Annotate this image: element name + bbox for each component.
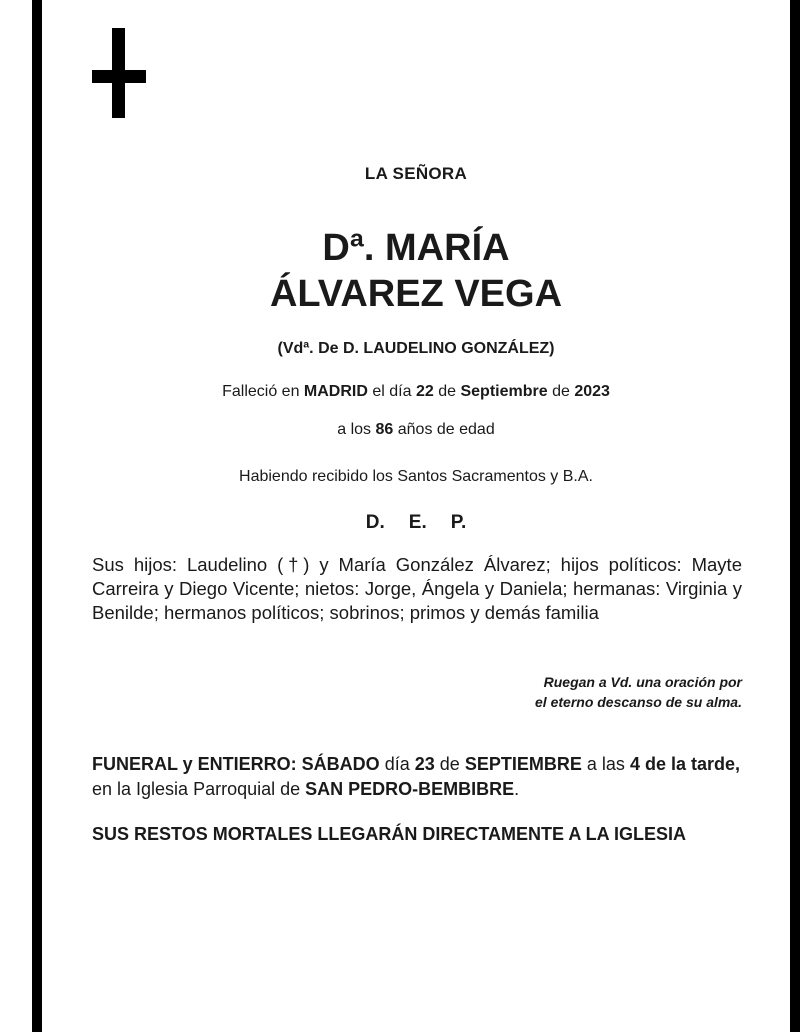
funeral-info: FUNERAL y ENTIERRO: SÁBADO día 23 de SEPTIEMBRE a las 4 de la tarde, en la Iglesia Parroquial de SAN PEDRO-BEMBIBRE. xyxy=(92,754,740,799)
remains-notice: SUS RESTOS MORTALES LLEGARÁN DIRECTAMENTE A LA IGLESIA xyxy=(92,824,687,844)
widow-of: (Vdª. De D. LAUDELINO GONZÁLEZ) xyxy=(277,340,555,357)
family-text: Sus hijos: Laudelino (†) y María González Álvarez; hijos políticos: Mayte Carreira y Diego Vicente; nietos: Jorge, Ángela y Daniela; hermanas: Virginia y Benilde; hermanos políticos; sobrinos; primos y demás familia xyxy=(92,554,742,623)
deceased-name-line1: Dª. MARÍA xyxy=(322,227,510,269)
death-info: Falleció en MADRID el día 22 de Septiembre de 2023 xyxy=(222,383,610,400)
right-border xyxy=(790,0,800,1032)
left-border xyxy=(32,0,42,1032)
deceased-name-line2: ÁLVAREZ VEGA xyxy=(269,273,563,315)
dep-text: D. E. P. xyxy=(365,512,467,533)
intro-title: LA SEÑORA xyxy=(364,164,468,183)
cross-icon xyxy=(92,28,146,120)
sacraments-text: Habiendo recibido los Santos Sacramentos y B.A. xyxy=(239,468,593,485)
age-info: a los 86 años de edad xyxy=(337,421,495,438)
prayer-text: Ruegan a Vd. una oración por el eterno descanso de su alma. xyxy=(535,674,742,710)
